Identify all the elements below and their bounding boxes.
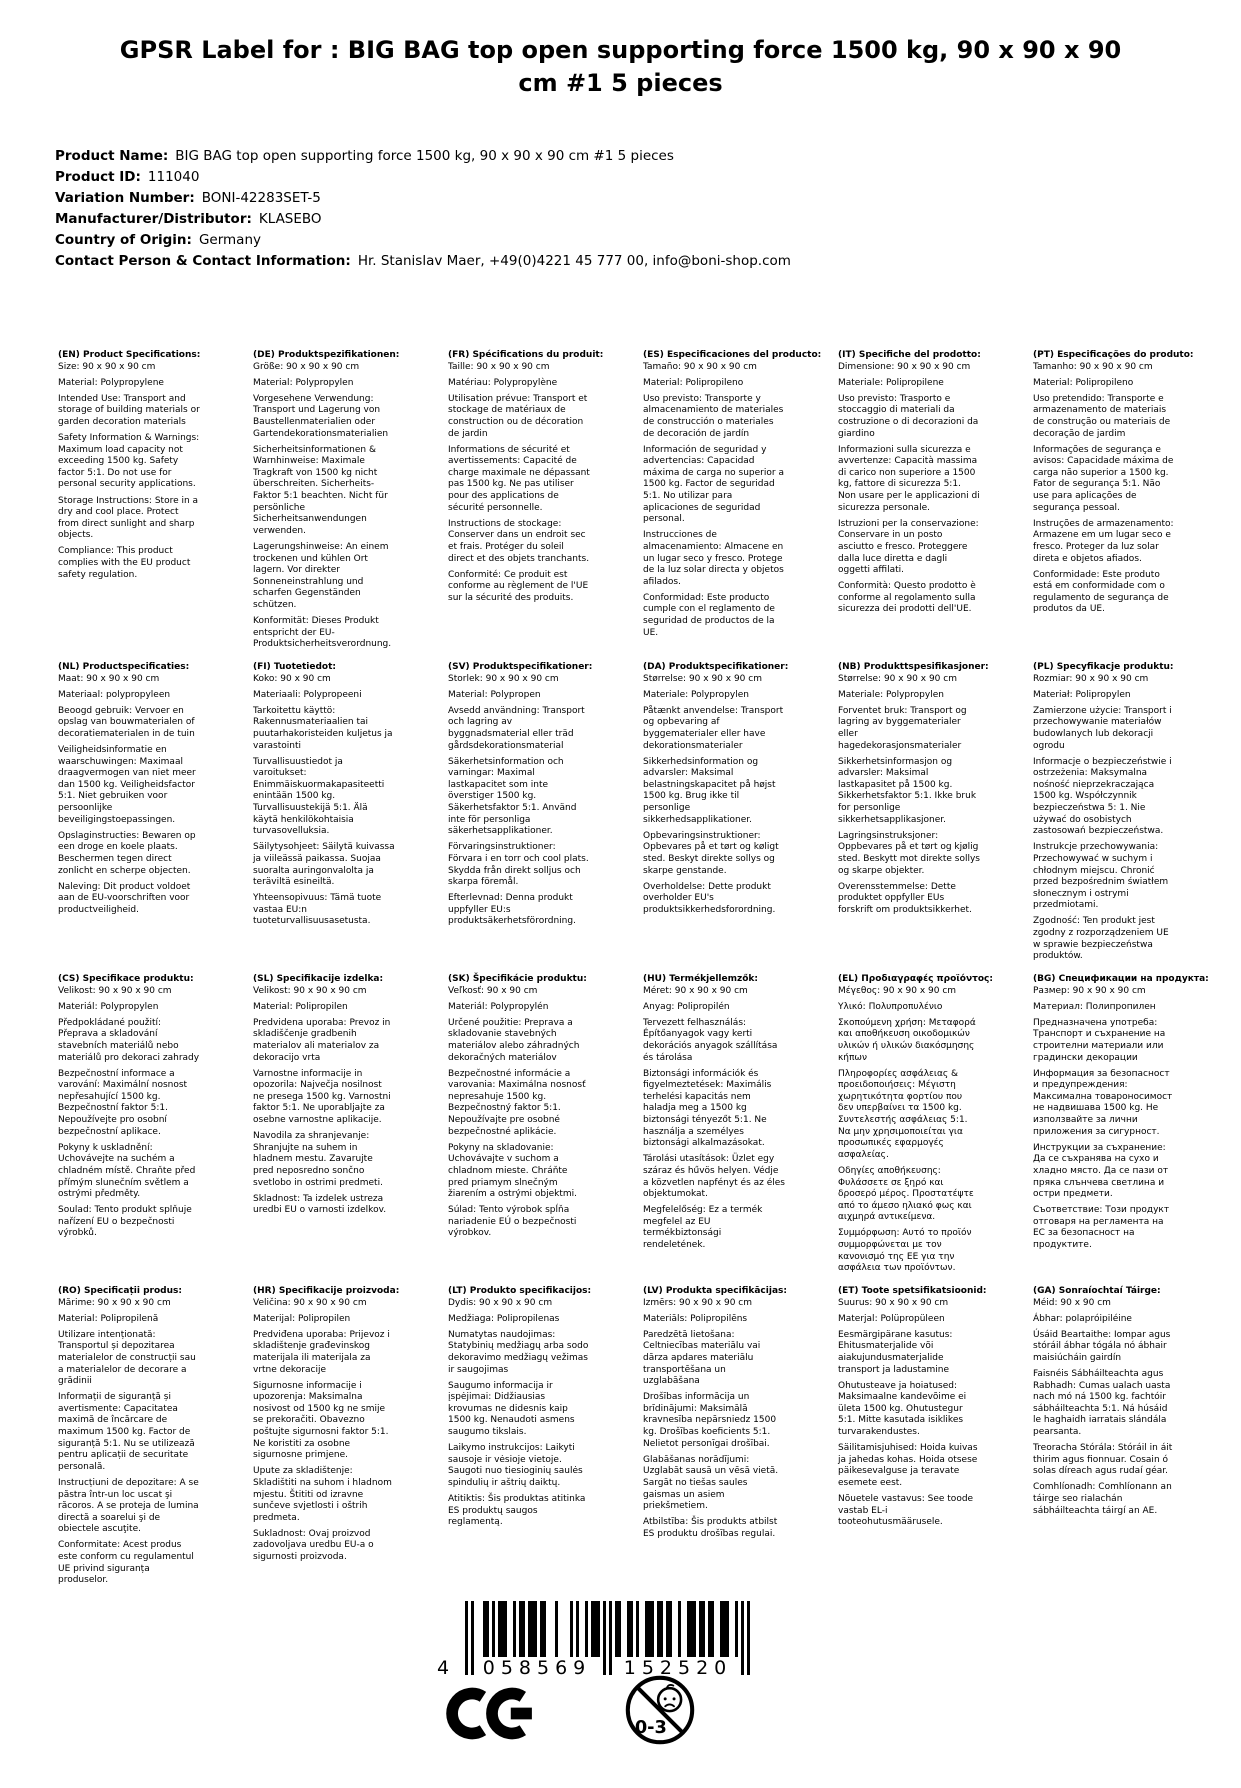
spec-paragraph: Safety Information & Warnings: Maximum load capacity not exceeding 1500 kg. Safety factor 5:1. Do not use for personal security applications. — [58, 433, 200, 490]
spec-paragraph: Laikymo instrukcijos: Laikyti sausoje ir vėsioje vietoje. Saugoti nuo tiesioginių saulės spindulių ir aštrių daiktų. — [448, 1443, 583, 1488]
language-spec-block — [58, 1286, 200, 1587]
product-info-label: Manufacturer/Distributor: — [55, 211, 252, 227]
spec-paragraph: Sikkerhetsinformasjon og advarsler: Maksimal lastkapasitet på 1500 kg. Sikkerhetsfaktor 5:1. Ikke bruk for personlige sikkerhetsapplikasjoner. — [838, 756, 977, 825]
spec-paragraph: Overholdelse: Dette produkt overholder EU's produktsikkerhedsforordning. — [643, 881, 776, 915]
spec-paragraph: Informacje o bezpieczeństwie i ostrzeżenia: Maksymalna nośność nieprzekraczająca 1500 kg. Współczynnik bezpieczeństwa 5: 1. Nie używać do osobistych zastosowań bezpieczeństwa. — [1033, 756, 1172, 837]
language-spec-block — [58, 662, 200, 916]
language-spec-heading: (NB) Produkttspesifikasjoner: — [838, 662, 989, 672]
spec-paragraph: Sicherheitsinformationen & Warnhinweise: Maximale Tragkraft von 1500 kg nicht überschreiten. Sicherheits-Faktor 5:1 beachten. Nicht für persönliche Sicherheitsanwendungen verwenden. — [253, 444, 388, 536]
language-spec-heading: (RO) Specificații produs: — [58, 1286, 182, 1296]
spec-paragraph: Información de seguridad y advertencias: Capacidad máxima de carga no superior a 1500 kg. Factor de seguridad 5:1. No utilizar para aplicaciones de seguridad personal. — [643, 444, 784, 525]
language-spec-block — [448, 1286, 590, 1529]
spec-paragraph: Compliance: This product complies with the EU product safety regulation. — [58, 546, 191, 580]
spec-paragraph: Påtænkt anvendelse: Transport og opbevaring af byggematerialer eller have dekorationsmaterialer — [643, 705, 784, 751]
spec-paragraph: Size: 90 x 90 x 90 cm — [58, 361, 156, 372]
product-info-row — [55, 209, 1241, 230]
spec-paragraph: Suurus: 90 x 90 x 90 cm — [838, 1297, 949, 1308]
spec-paragraph: Materiaal: polypropyleen — [58, 689, 171, 700]
language-spec-heading: (NL) Productspecificaties: — [58, 662, 190, 672]
spec-paragraph: Varnostne informacije in opozorila: Največja nosilnost ne presega 1500 kg. Varnostni faktor 5:1. Ne uporabljajte za osebne varnostne aplikacije. — [253, 1068, 391, 1126]
spec-paragraph: Vorgesehene Verwendung: Transport und Lagerung von Baustellenmaterialien oder Gartendekorationsmaterialien — [253, 393, 389, 439]
product-info-label: Variation Number: — [55, 190, 195, 206]
product-info-section — [55, 146, 1241, 272]
language-spec-block — [838, 1286, 987, 1529]
language-spec-block — [448, 350, 604, 604]
spec-paragraph: Faisnéis Sábháilteachta agus Rabhadh: Cumas ualach uasta nach mó ná 1500 kg. fachtóir sábháilteachta 5:1. Ná húsáid le haghaidh iarratais slándála pearsanta. — [1033, 1369, 1171, 1438]
language-spec-block — [643, 974, 785, 1252]
spec-paragraph: Predviđena uporaba: Prijevoz i skladištenje građevinskog materijala ili materijala za vrtne dekoracije — [253, 1329, 390, 1375]
spec-paragraph: Materiale: Polypropylen — [838, 689, 944, 700]
spec-paragraph: Størrelse: 90 x 90 x 90 cm — [838, 673, 957, 684]
spec-paragraph: Istruzioni per la conservazione: Conservare in un posto asciutto e fresco. Proteggere dalla luce diretta e dagli oggetti affilati. — [838, 518, 979, 576]
spec-paragraph: Ohutusteave ja hoiatused: Maksimaalne kandevõime ei ületa 1500 kg. Ohutustegur 5:1. Mitte kasutada isiklikes turvarakendustes. — [838, 1380, 967, 1438]
spec-paragraph: Instrukcje przechowywania: Przechowywać w suchym i chłodnym miejscu. Chronić przed bezpośrednim światłem słonecznym i ostrymi przedmiotami. — [1033, 842, 1169, 911]
language-spec-block — [838, 974, 993, 1275]
language-spec-block — [253, 1286, 400, 1564]
language-spec-heading: (HU) Termékjellemzők: — [643, 974, 759, 984]
language-spec-heading: (LT) Produkto specifikacijos: — [448, 1286, 592, 1296]
spec-paragraph: Materijal: Polipropilen — [253, 1313, 351, 1324]
barcode-digits-right: 152520 — [623, 1656, 733, 1679]
spec-paragraph: Lagerungshinweise: An einem trockenen und kühlen Ort lagern. Vor direkter Sonneneinstrahlung und scharfen Gegenständen schützen. — [253, 541, 389, 610]
spec-paragraph: Bezpečnostné informácie a varovania: Maximálna nosnosť nepresahuje 1500 kg. Bezpečnostný faktor 5:1. Nepoužívajte pre osobné bezpečnostné aplikácie. — [448, 1068, 586, 1137]
product-info-label: Product ID: — [55, 169, 141, 185]
page-title: GPSR Label for : BIG BAG top open supporting force 1500 kg, 90 x 90 x 90 cm #1 5 pieces — [119, 36, 1122, 97]
language-spec-block — [448, 662, 593, 928]
spec-paragraph: Drošības informācija un brīdinājumi: Maksimālā kravnesība nepārsniedz 1500 kg. Drošības koeficients 5:1. Nelietot personīgai drošībai. — [643, 1392, 777, 1449]
spec-paragraph: Materiał: Polipropylen — [1033, 689, 1131, 700]
spec-paragraph: Предназначена употреба: Транспорт и съхранение на строителни материали или градински декорации — [1033, 1017, 1166, 1063]
language-spec-block — [253, 350, 400, 651]
spec-paragraph: Instrucțiuni de depozitare: A se păstra într-un loc uscat şi răcoros. A se proteja de lumina directă a soarelui şi de obiectele ascuţite. — [58, 1477, 199, 1535]
spec-paragraph: Předpokládané použití: Přeprava a skladování stavebních materiálů nebo materiálů pro dekoraci zahrady — [58, 1017, 200, 1063]
spec-paragraph: Predvidena uporaba: Prevoz in skladiščenje gradbenih materialov ali materialov za dekoracijo vrta — [253, 1017, 391, 1063]
spec-paragraph: Méret: 90 x 90 x 90 cm — [643, 985, 748, 996]
product-info-value: BIG BAG top open supporting force 1500 kg, 90 x 90 x 90 cm #1 5 pieces — [175, 148, 674, 164]
language-spec-heading: (SL) Specifikacije izdelka: — [253, 974, 384, 984]
spec-paragraph: Размер: 90 x 90 x 90 cm — [1033, 985, 1146, 996]
spec-paragraph: Инструкции за съхранение: Да се съхранява на сухо и хладно място. Да се пази от пряка слънчева светлина и остри предмети. — [1033, 1142, 1169, 1200]
spec-paragraph: Naleving: Dit product voldoet aan de EU-voorschriften voor productveiligheid. — [58, 881, 191, 915]
spec-paragraph: Velikost: 90 x 90 x 90 cm — [253, 985, 367, 996]
language-spec-block — [1033, 350, 1194, 616]
spec-paragraph: Material: Polipropileno — [643, 377, 744, 388]
spec-paragraph: Σκοπούμενη χρήση: Μεταφορά και αποθήκευση οικοδομικών υλικών ή υλικών διακόσμησης κήπων — [838, 1017, 976, 1063]
spec-paragraph: Upute za skladištenje: Skladištiti na suhom i hladnom mjestu. Štititi od izravne sunčeve svjetlosti i oštrih predmeta. — [253, 1466, 392, 1523]
product-info-row — [55, 251, 1241, 272]
language-spec-block — [253, 662, 395, 928]
spec-paragraph: Koko: 90 x 90 cm — [253, 673, 331, 684]
spec-paragraph: Säilytysohjeet: Säilytä kuivassa ja viileässä paikassa. Suojaa suoralta auringonvalolta ja teräviltä esineiltä. — [253, 842, 395, 888]
language-spec-heading: (IT) Specifiche del prodotto: — [838, 350, 981, 360]
spec-paragraph: Информация за безопасност и предупреждения: Максимална товароносимост не надвишава 1500 kg. Не използвайте за лични приложения за сигурност. — [1033, 1068, 1173, 1137]
spec-paragraph: Conformidad: Este producto cumple con el reglamento de seguridad de productos de la UE. — [643, 592, 775, 638]
spec-paragraph: Conformidade: Este produto está em conformidade com o regulamento de segurança de produtos da UE. — [1033, 569, 1169, 615]
spec-paragraph: Mărime: 90 x 90 x 90 cm — [58, 1297, 171, 1308]
age-range-label: 0-3 — [634, 1717, 667, 1738]
product-info-value: Germany — [198, 232, 261, 248]
language-spec-block — [1033, 974, 1209, 1252]
spec-paragraph: Maat: 90 x 90 x 90 cm — [58, 673, 160, 684]
spec-paragraph: Turvallisuustiedot ja varoitukset: Enimmäiskuormakapasiteetti enintään 1500 kg. Turvallisuustekijä 5:1. Älä käytä henkilökohtaisia turvasovelluksia. — [253, 756, 385, 837]
language-spec-heading: (EN) Product Specifications: — [58, 350, 201, 360]
spec-paragraph: Určené použitie: Preprava a skladovanie stavebných materiálov alebo záhradných dekoračných materiálov — [448, 1017, 580, 1063]
spec-paragraph: Opslaginstructies: Bewaren op een droge en koele plaats. Beschermen tegen direct zonlicht en scherpe objecten. — [58, 830, 196, 876]
spec-paragraph: Biztonsági információk és figyelmeztetések: Maximális terhelési kapacitás nem haladja meg a 1500 kg biztonsági tényezőt 5:1. Ne használja a személyes biztonsági alkalmazásokat. — [643, 1068, 772, 1149]
barcode-digits-left: 058569 — [482, 1656, 592, 1679]
spec-paragraph: Rozmiar: 90 x 90 x 90 cm — [1033, 673, 1149, 684]
spec-paragraph: Dydis: 90 x 90 x 90 cm — [448, 1297, 553, 1308]
product-info-value: KLASEBO — [258, 211, 322, 227]
language-spec-block — [1033, 1286, 1175, 1517]
language-spec-block — [643, 1286, 785, 1540]
language-spec-heading: (BG) Спецификации на продукта: — [1033, 974, 1209, 984]
spec-paragraph: Comhlíonadh: Comhlíonann an táirge seo rialachán sábháilteachta táirgí an AE. — [1033, 1482, 1172, 1516]
product-info-value: Hr. Stanislav Maer, +49(0)4221 45 777 00, info@boni-shop.com — [357, 253, 791, 269]
spec-paragraph: Material: Polipropileno — [1033, 377, 1134, 388]
spec-paragraph: Yhteensopivuus: Tämä tuote vastaa EU:n tuoteturvallisuusasetusta. — [253, 893, 382, 927]
spec-paragraph: Sigurnosne informacije i upozorenja: Maksimalna nosivost od 1500 kg ne smije se prekoračiti. Obavezno poštujte sigurnosni faktor 5:1. Ne koristiti za osobne sigurnosne primjene. — [253, 1380, 389, 1461]
language-spec-heading: (PL) Specyfikacje produktu: — [1033, 662, 1174, 672]
age-warning-0-3-icon — [623, 1673, 697, 1747]
spec-paragraph: Paredzētā lietošana: Celtniecības materiālu vai dārza apdares materiālu transportēšana un uzglabāšana — [643, 1329, 761, 1387]
language-spec-block — [643, 662, 789, 916]
spec-paragraph: Informazioni sulla sicurezza e avvertenze: Capacità massima di carico non superiore a 1500 kg, fattore di sicurezza 5:1. Non usare per le applicazioni di sicurezza personale. — [838, 444, 980, 513]
language-spec-heading: (LV) Produkta specifikācijas: — [643, 1286, 787, 1296]
spec-paragraph: Πληροφορίες ασφάλειας & προειδοποιήσεις: Μέγιστη χωρητικότητα φορτίου που δεν υπερβαίνει τα 1500 kg. Συντελεστής ασφάλειας 5:1. Να μην χρησιμοποιείται για προσωπικές εφαρμογές ασφαλείας. — [838, 1068, 968, 1160]
spec-paragraph: Uso pretendido: Transporte e armazenamento de materiais de construção ou materiais de decoração de jardim — [1033, 393, 1171, 439]
language-spec-heading: (GA) Sonraíochtaí Táirge: — [1033, 1286, 1161, 1296]
spec-paragraph: Skladnost: Ta izdelek ustreza uredbi EU o varnosti izdelkov. — [253, 1193, 387, 1216]
spec-paragraph: Úsáid Beartaithe: Iompar agus stóráil ábhar tógála nó ábhair maisiúcháin gairdín — [1033, 1329, 1171, 1363]
spec-paragraph: Saugumo informacija ir įspėjimai: Didžiausias krovumas ne didesnis kaip 1500 kg. Nenaudoti asmens saugumo tikslais. — [448, 1380, 575, 1438]
spec-paragraph: Съответствие: Този продукт отговаря на регламента на ЕС за безопасност на продуктите. — [1033, 1205, 1170, 1250]
spec-paragraph: Bezpečnostní informace a varování: Maximální nosnost nepřesahující 1500 kg. Bezpečnostní faktor 5:1. Nepoužívejte pro osobní bezpečnostní aplikace. — [58, 1068, 188, 1137]
spec-paragraph: Informações de segurança e avisos: Capacidade máxima de carga não superior a 1500 kg. Fator de segurança 5:1. Não use para aplicações de segurança pessoal. — [1033, 444, 1174, 513]
spec-paragraph: Treoracha Stórála: Stóráil in áit thirim agus fionnuar. Cosain ó solas díreach agus rudaí géar. — [1033, 1443, 1173, 1477]
spec-paragraph: Utilisation prévue: Transport et stockage de matériaux de construction ou de décoration de jardin — [448, 393, 588, 439]
language-spec-heading: (PT) Especificações do produto: — [1033, 350, 1194, 360]
spec-paragraph: Pokyny k uskladnění: Uchovávejte na suchém a chladném místě. Chraňte před přímým slunečním světlem a ostrými předměty. — [58, 1142, 196, 1200]
language-spec-heading: (EL) Προδιαγραφές προϊόντος: — [838, 974, 993, 984]
language-spec-block — [838, 350, 980, 616]
spec-paragraph: Veľkosť: 90 x 90 cm — [448, 985, 538, 996]
language-spec-heading: (SK) Špecifikácie produktu: — [448, 974, 587, 984]
spec-paragraph: Zamierzone użycie: Transport i przechowywanie materiałów budowlanych lub dekoracji ogrodu — [1033, 705, 1172, 751]
spec-paragraph: Material: Polipropilen — [253, 1001, 348, 1012]
language-spec-heading: (SV) Produktspecifikationer: — [448, 662, 593, 672]
spec-paragraph: Tamanho: 90 x 90 x 90 cm — [1033, 361, 1153, 372]
spec-paragraph: Säkerhetsinformation och varningar: Maximal lastkapacitet som inte överstiger 1500 kg. Säkerhetsfaktor 5:1. Använd inte för personliga säkerhetsapplikationer. — [448, 756, 577, 837]
spec-paragraph: Instructions de stockage: Conserver dans un endroit sec et frais. Protéger du soleil direct et des objets tranchants. — [448, 518, 590, 564]
language-spec-heading: (FR) Spécifications du produit: — [448, 350, 604, 360]
spec-paragraph: Materiaali: Polypropeeni — [253, 689, 362, 700]
spec-paragraph: Säilitamisjuhised: Hoida kuivas ja jahedas kohas. Hoida otsese päikesevalguse ja teravate esemete eest. — [838, 1443, 978, 1488]
spec-paragraph: Conformité: Ce produit est conforme au règlement de l'UE sur la sécurité des produits. — [448, 569, 589, 603]
language-spec-block — [448, 974, 590, 1240]
spec-paragraph: Conformità: Questo prodotto è conforme al regolamento sulla sicurezza dei prodotti dell'UE. — [838, 581, 976, 615]
language-spec-heading: (CS) Specifikace produktu: — [58, 974, 194, 984]
spec-paragraph: Dimensione: 90 x 90 x 90 cm — [838, 361, 971, 372]
spec-paragraph: Υλικό: Πολυπροπυλένιο — [838, 1001, 943, 1012]
spec-paragraph: Storage Instructions: Store in a dry and cool place. Protect from direct sunlight and sharp objects. — [58, 495, 199, 541]
spec-paragraph: Avsedd användning: Transport och lagring av byggnadsmaterial eller träd gårdsdekorationsmaterial — [448, 705, 585, 751]
spec-paragraph: Pokyny na skladovanie: Uchovávajte v suchom a chladnom mieste. Chráňte pred priamym slnečným žiarením a ostrými objektmi. — [448, 1142, 577, 1200]
barcode-module — [747, 1601, 750, 1675]
spec-paragraph: Efterlevnad: Denna produkt uppfyller EU:s produktsäkerhetsförordning. — [448, 893, 576, 927]
spec-paragraph: Uso previsto: Transporte y almacenamiento de materiales de construcción o materiales de decoración de jardín — [643, 393, 784, 439]
spec-paragraph: Opbevaringsinstruktioner: Opbevares på et tørt og køligt sted. Beskyt direkte sollys og skarpe genstande. — [643, 830, 779, 876]
spec-paragraph: Nõuetele vastavus: See toode vastab EL-i tooteohutusmäärusele. — [838, 1494, 974, 1528]
spec-paragraph: Materjal: Polüpropüleen — [838, 1313, 945, 1324]
spec-paragraph: Matériau: Polypropylène — [448, 377, 558, 388]
spec-paragraph: Conformitate: Acest produs este conform cu regulamentul UE privind siguranța produselor. — [58, 1540, 194, 1586]
spec-paragraph: Συμμόρφωση: Αυτό το προϊόν συμμορφώνεται με τον κανονισμό της ΕΕ για την ασφάλεια των προϊόντων. — [838, 1228, 972, 1274]
spec-paragraph: Material: Polipropilenă — [58, 1313, 159, 1324]
spec-paragraph: Storlek: 90 x 90 x 90 cm — [448, 673, 559, 684]
spec-paragraph: Materiale: Polipropilene — [838, 377, 944, 388]
spec-paragraph: Ábhar: polapróipiléine — [1033, 1313, 1132, 1324]
spec-paragraph: Tervezett felhasználás: Építőanyagok vagy kerti dekorációs anyagok szállítása és tárolása — [643, 1017, 778, 1063]
spec-paragraph: Konformität: Dieses Produkt entspricht der EU-Produktsicherheitsverordnung. — [253, 615, 392, 650]
language-spec-heading: (DE) Produktspezifikationen: — [253, 350, 400, 360]
spec-paragraph: Lagringsinstruksjoner: Oppbevares på et tørt og kjølig sted. Beskytt mot direkte sollys og skarpe objekter. — [838, 830, 980, 876]
spec-paragraph: Medžiaga: Polipropilenas — [448, 1313, 560, 1324]
language-spec-block — [643, 350, 822, 639]
spec-paragraph: Instrucciones de almacenamiento: Almacene en un lugar seco y fresco. Protege de la luz solar directa y objetos afilados. — [643, 530, 784, 587]
spec-paragraph: Atbilstība: Šis produkts atbilst ES produktu drošības regulai. — [643, 1517, 778, 1539]
spec-paragraph: Größe: 90 x 90 x 90 cm — [253, 361, 360, 372]
language-spec-heading: (DA) Produktspecifikationer: — [643, 662, 789, 672]
spec-paragraph: Izmērs: 90 x 90 x 90 cm — [643, 1297, 752, 1308]
product-info-value: 111040 — [147, 169, 200, 185]
spec-paragraph: Instruções de armazenamento: Armazene em um lugar seco e fresco. Proteger da luz solar direta e objetos afiados. — [1033, 518, 1174, 564]
language-spec-block — [253, 974, 395, 1217]
spec-paragraph: Eesmärgipärane kasutus: Ehitusmaterjalide või aiakujundusmaterjalide transport ja ladustamine — [838, 1329, 953, 1375]
spec-paragraph: Súlad: Tento výrobok spĺňa nariadenie EÚ o bezpečnosti výrobkov. — [448, 1205, 577, 1239]
spec-paragraph: Taille: 90 x 90 x 90 cm — [448, 361, 550, 372]
spec-paragraph: Οδηγίες αποθήκευσης: Φυλάσσετε σε ξηρό και δροσερό μέρος. Προστατέψτε από το άμεσο ηλιακό φως και αιχμηρά αντικείμενα. — [838, 1165, 974, 1223]
language-spec-block — [838, 662, 989, 916]
spec-paragraph: Beoogd gebruik: Vervoer en opslag van bouwmaterialen of decoratiematerialen in de tuin — [58, 705, 195, 739]
spec-paragraph: Material: Polypropylen — [253, 377, 354, 388]
spec-paragraph: Sukladnost: Ovaj proizvod zadovoljava uredbu EU-a o sigurnosti proizvoda. — [253, 1528, 374, 1562]
spec-paragraph: Størrelse: 90 x 90 x 90 cm — [643, 673, 762, 684]
spec-paragraph: Uso previsto: Trasporto e stoccaggio di materiali da costruzione o di decorazioni da giardino — [838, 393, 979, 439]
spec-paragraph: Sikkerhedsinformation og advarsler: Maksimal belastningskapacitet på højst 1500 kg. Brug ikke til personlige sikkerhedsapplikationer. — [643, 756, 776, 825]
language-spec-heading: (ET) Toote spetsifikatsioonid: — [838, 1286, 987, 1296]
spec-paragraph: Forventet bruk: Transport og lagring av byggematerialer eller hagedekorasjonsmaterialer — [838, 705, 967, 751]
product-info-label: Country of Origin: — [55, 232, 192, 248]
spec-paragraph: Numatytas naudojimas: Statybinių medžiagų arba sodo dekoravimo medžiagų vežimas ir saugojimas — [448, 1329, 589, 1375]
spec-paragraph: Informations de sécurité et avertissements: Capacité de charge maximale ne dépassant pas 1500 kg. Ne pas utiliser pour des applications de sécurité personnelle. — [448, 444, 590, 513]
label-footer — [437, 1601, 767, 1759]
spec-paragraph: Glabāšanas norādījumi: Uzglabāt sausā un vēsā vietā. Sargāt no tiešas saules gaismas un asiem priekšmetiem. — [643, 1454, 779, 1512]
spec-paragraph: Utilizare intenționată: Transportul și depozitarea materialelor de construcții sau a materialelor de decorare a grădinii — [58, 1329, 196, 1387]
spec-paragraph: Materiale: Polypropylen — [643, 689, 749, 700]
spec-paragraph: Veličina: 90 x 90 x 90 cm — [253, 1297, 367, 1308]
language-spec-heading: (ES) Especificaciones del producto: — [643, 350, 822, 360]
language-spec-heading: (HR) Specifikacije proizvoda: — [253, 1286, 400, 1296]
spec-paragraph: Velikost: 90 x 90 x 90 cm — [58, 985, 172, 996]
product-info-row — [55, 230, 1241, 251]
language-spec-heading: (FI) Tuotetiedot: — [253, 662, 337, 672]
spec-paragraph: Méid: 90 x 90 cm — [1033, 1297, 1111, 1308]
language-spec-block — [58, 974, 200, 1240]
spec-paragraph: Veiligheidsinformatie en waarschuwingen: Maximaal draagvermogen van niet meer dan 1500 kg. Veiligheidsfactor 5:1. Niet gebruiken voor persoonlijke beveiligingstoepassingen. — [58, 745, 196, 825]
spec-paragraph: Navodila za shranjevanje: Shranjujte na suhem in hladnem mestu. Zavarujte pred neposredno sončno svetlobo in ostrimi predmeti. — [253, 1131, 383, 1188]
spec-paragraph: Intended Use: Transport and storage of building materials or garden decoration materials — [58, 393, 200, 427]
language-spec-block — [1033, 662, 1175, 963]
spec-paragraph: Förvaringsinstruktioner: Förvara i en torr och cool plats. Skydda från direkt solljus och skarpa föremål. — [448, 842, 589, 888]
spec-paragraph: Soulad: Tento produkt splňuje nařízení EU o bezpečnosti výrobků. — [58, 1205, 192, 1239]
product-info-row — [55, 167, 1241, 188]
product-info-label: Product Name: — [55, 148, 169, 164]
spec-paragraph: Tárolási utasítások: Üzlet egy száraz és hűvös helyen. Védje a közvetlen napfényt és az éles objektumokat. — [643, 1154, 786, 1200]
spec-paragraph: Material: Polypropen — [448, 689, 541, 700]
product-info-row — [55, 146, 1241, 167]
spec-paragraph: Informații de siguranță și avertismente: Capacitatea maximă de încărcare de maximum 1500 kg. Factor de siguranță 5:1. Nu se utilizează pentru aplicații de securitate personală. — [58, 1392, 195, 1472]
spec-paragraph: Materiál: Polypropylén — [448, 1001, 549, 1012]
gpsr-label-page — [0, 34, 1241, 1759]
spec-paragraph: Megfelelőség: Ez a termék megfelel az EU termékbiztonsági rendeletének. — [643, 1205, 763, 1250]
baby-face-icon — [658, 1688, 681, 1711]
spec-paragraph: Materiál: Polypropylen — [58, 1001, 159, 1012]
product-info-row — [55, 188, 1241, 209]
ce-mark-icon — [445, 1683, 539, 1744]
spec-paragraph: Material: Polypropylene — [58, 377, 164, 388]
spec-paragraph: Μέγεθος: 90 x 90 x 90 cm — [838, 985, 957, 996]
spec-paragraph: Tarkoitettu käyttö: Rakennusmateriaalien tai puutarhakoristeiden kuljetus ja varastointi — [253, 705, 393, 751]
spec-paragraph: Overensstemmelse: Dette produktet oppfyller EUs forskrift om produktsikkerhet. — [838, 881, 972, 915]
language-specifications-grid — [0, 350, 1241, 1587]
barcode-digit-prefix: 4 — [437, 1656, 450, 1679]
spec-paragraph: Materiāls: Polipropilēns — [643, 1313, 748, 1324]
product-info-value: BONI-42283SET-5 — [201, 190, 321, 206]
spec-paragraph: Tamaño: 90 x 90 x 90 cm — [643, 361, 757, 372]
spec-paragraph: Anyag: Polipropilén — [643, 1001, 730, 1012]
spec-paragraph: Материал: Полипропилен — [1033, 1001, 1156, 1012]
language-spec-block — [58, 350, 200, 581]
product-info-label: Contact Person & Contact Information: — [55, 253, 351, 269]
spec-paragraph: Zgodność: Ten produkt jest zgodny z rozporządzeniem UE w sprawie bezpieczeństwa produktów. — [1033, 916, 1169, 962]
spec-paragraph: Atitiktis: Šis produktas atitinka ES produktų saugos reglamentą. — [448, 1494, 586, 1528]
